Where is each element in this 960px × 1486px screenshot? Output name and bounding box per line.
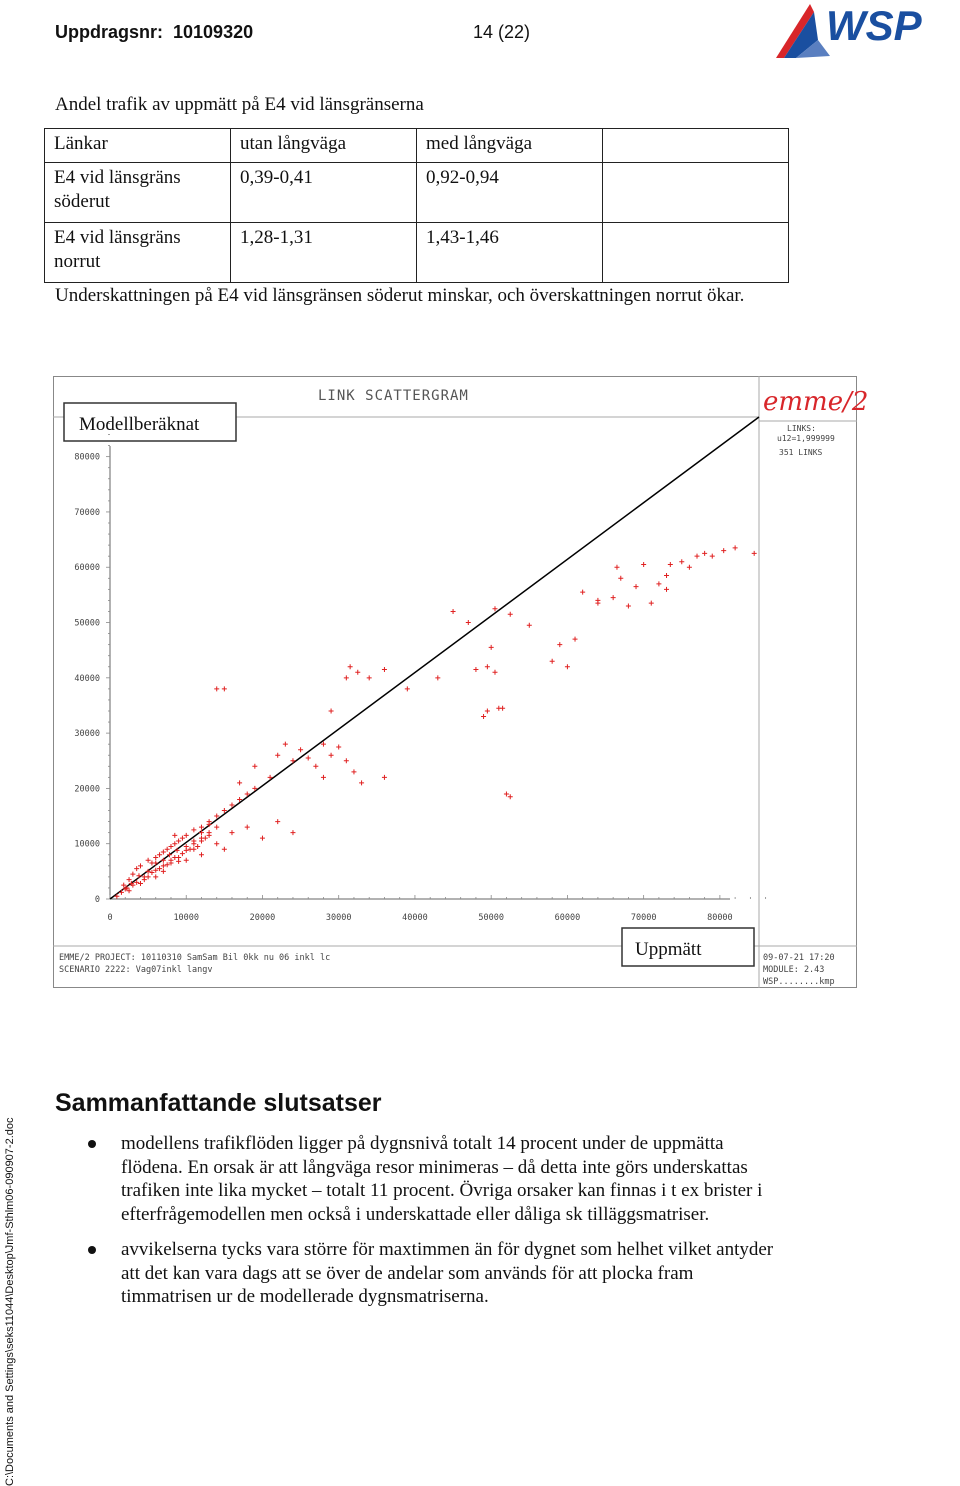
table-header-row bbox=[45, 129, 789, 163]
footer-user: WSP........kmp bbox=[763, 977, 835, 987]
y-tick-label: 20000 bbox=[74, 784, 100, 795]
table-cell: 1,43-1,46 bbox=[417, 223, 603, 283]
y-tick-label: 70000 bbox=[74, 507, 100, 518]
table-cell: E4 vid länsgräns norrut bbox=[45, 223, 231, 283]
x-tick-label: 30000 bbox=[325, 913, 352, 923]
x-tick-label: 80000 bbox=[707, 913, 733, 923]
list-item-text: modellens trafikflöden ligger på dygnsnivå totalt 14 procent under de uppmätta flödena. En orsak är att långväga resor minimeras – då detta inte görs underskattas trafiken inte lika mycket – totalt 11 procent. Övriga orsaker kan finnas i t ex brister i efterfrågemodellen men också i underskattade eller dåliga sk tilläggsmatriser. bbox=[121, 1133, 763, 1225]
table-cell bbox=[603, 163, 789, 223]
y-axis-label: Modellberäknat bbox=[79, 414, 200, 435]
links-count: 351 LINKS bbox=[779, 448, 823, 457]
x-tick-label: 70000 bbox=[630, 913, 657, 923]
y-tick-label: 10000 bbox=[74, 839, 100, 850]
project-number-value: 10109320 bbox=[173, 22, 254, 42]
ratio-table bbox=[44, 128, 789, 283]
table-caption: Andel trafik av uppmätt på E4 vid länsgränserna bbox=[55, 94, 424, 115]
links-title: LINKS: bbox=[787, 424, 816, 433]
emme-logo: emme/2 bbox=[763, 387, 869, 417]
list-item bbox=[55, 1132, 785, 1226]
x-tick-label: 50000 bbox=[478, 913, 504, 923]
table-header: Länkar bbox=[45, 129, 231, 163]
body-paragraph: Underskattningen på E4 vid länsgränsen söderut minskar, och överskattningen norrut ökar. bbox=[55, 285, 745, 306]
bullet-icon bbox=[88, 1246, 96, 1254]
list-item-text: avvikelserna tycks vara större för maxtimmen än för dygnet som helhet vilket antyder att det kan vara dags att se över de andelar som används för att plocka fram timmatrisen ur de modellerade dygnsmatriserna. bbox=[121, 1239, 774, 1307]
table-header: med långväga bbox=[417, 129, 603, 163]
svg-text:WSP: WSP bbox=[826, 2, 922, 49]
file-path: C:\Documents and Settings\seks11044\Desktop\Jmf-Sthlm06-090907-2.doc bbox=[4, 1117, 16, 1486]
x-tick-label: 10000 bbox=[173, 913, 200, 923]
table-cell bbox=[603, 223, 789, 283]
footer-module: MODULE: 2.43 bbox=[763, 965, 825, 975]
footer-project: EMME/2 PROJECT: 10110310 SamSam Bil 0kk nu 06 inkl lc bbox=[59, 953, 331, 963]
x-tick-label: 40000 bbox=[402, 913, 428, 923]
table-header bbox=[603, 129, 789, 163]
table-row bbox=[45, 163, 789, 223]
scattergram-figure bbox=[53, 376, 869, 988]
table-cell: E4 vid länsgräns söderut bbox=[45, 163, 231, 223]
y-tick-label: 50000 bbox=[74, 618, 100, 629]
y-tick-label: 0 bbox=[94, 895, 100, 905]
wsp-logo bbox=[770, 0, 960, 62]
project-number-label: Uppdragsnr: bbox=[55, 22, 163, 42]
footer-scenario: SCENARIO 2222: Vag07inkl langv bbox=[59, 965, 213, 975]
table-cell: 0,39-0,41 bbox=[231, 163, 417, 223]
y-tick-label: 40000 bbox=[74, 673, 100, 684]
chart-title: LINK SCATTERGRAM bbox=[318, 388, 469, 404]
table-cell: 0,92-0,94 bbox=[417, 163, 603, 223]
table-row bbox=[45, 223, 789, 283]
y-tick-label: 60000 bbox=[74, 563, 100, 574]
figure-frame bbox=[54, 377, 857, 988]
x-axis-label: Uppmätt bbox=[635, 939, 702, 960]
footer-date: 09-07-21 17:20 bbox=[763, 953, 835, 963]
list-item bbox=[55, 1238, 785, 1309]
table-header: utan långväga bbox=[231, 129, 417, 163]
project-number bbox=[55, 22, 253, 43]
bullet-icon bbox=[88, 1140, 96, 1148]
table-cell: 1,28-1,31 bbox=[231, 223, 417, 283]
links-equation: u12=1,999999 bbox=[777, 434, 835, 443]
x-tick-label: 60000 bbox=[554, 913, 581, 923]
y-tick-label: 80000 bbox=[74, 452, 100, 463]
bullet-list bbox=[55, 1132, 785, 1321]
x-tick-label: 20000 bbox=[249, 913, 276, 923]
section-title: Sammanfattande slutsatser bbox=[55, 1089, 382, 1117]
page-counter: 14 (22) bbox=[473, 22, 531, 42]
y-tick-label: 30000 bbox=[74, 729, 100, 740]
x-tick-label: 0 bbox=[107, 913, 113, 923]
